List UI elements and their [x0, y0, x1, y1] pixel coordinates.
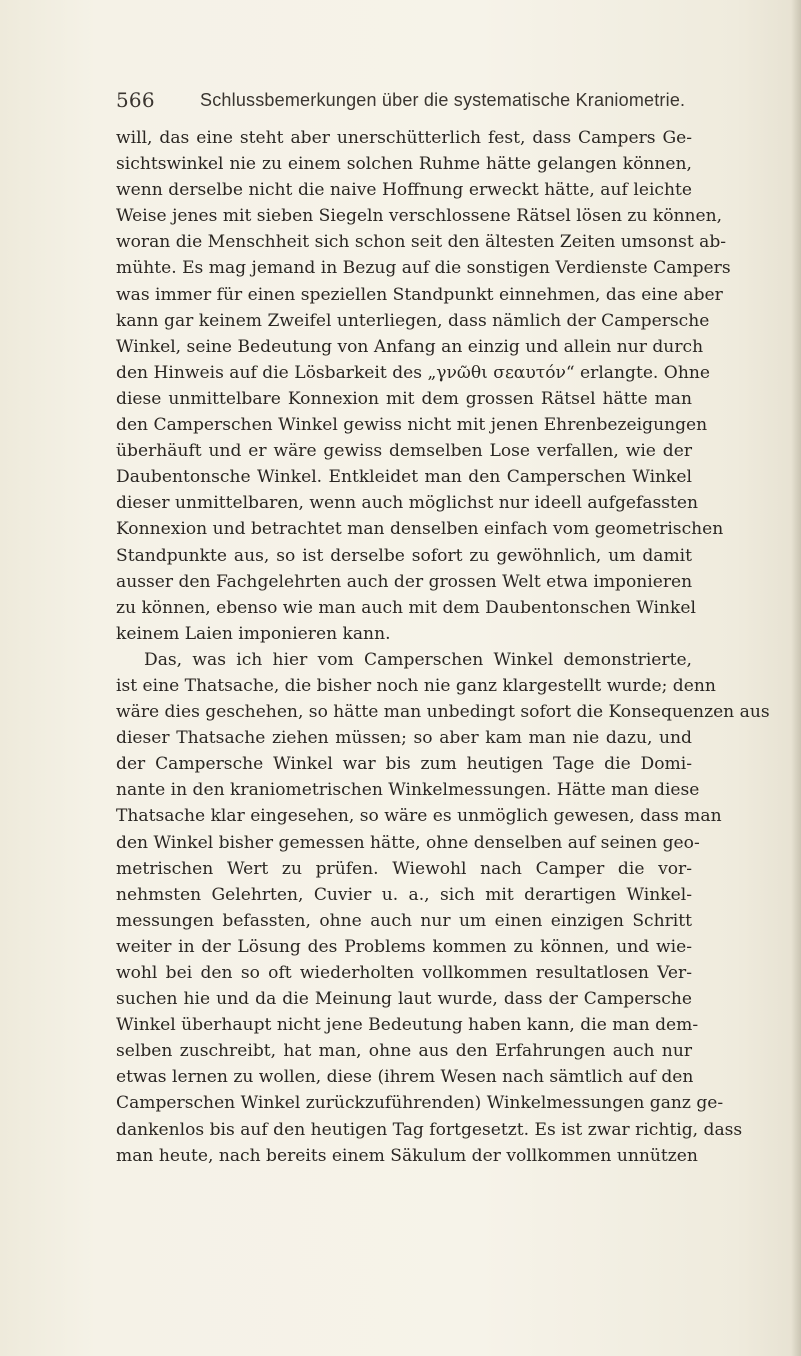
- text-line: den Hinweis auf die Lösbarkeit des „γνῶθι σεαυτόν“ erlangte. Ohne: [116, 362, 710, 383]
- text-line: Das, was ich hier vom Camperschen Winkel demonstrierte,: [144, 649, 692, 670]
- text-line: etwas lernen zu wollen, diese (ihrem Wesen nach sämtlich auf den: [116, 1067, 694, 1088]
- text-line: wenn derselbe nicht die naive Hoffnung erweckt hätte, auf leichte: [116, 180, 692, 201]
- text-line: den Winkel bisher gemessen hätte, ohne denselben auf seinen geo-: [116, 832, 700, 853]
- text-line: Daubentonsche Winkel. Entkleidet man den Camperschen Winkel: [116, 467, 692, 488]
- text-line: ist eine Thatsache, die bisher noch nie ganz klargestellt wurde; denn: [116, 675, 716, 696]
- text-line: den Camperschen Winkel gewiss nicht mit jenen Ehrenbezeigungen: [116, 415, 708, 436]
- text-line: nante in den kraniometrischen Winkelmessungen. Hätte man diese: [116, 780, 700, 801]
- page-header: [116, 88, 716, 118]
- text-line: Konnexion und betrachtet man denselben einfach vom geometrischen: [116, 519, 724, 540]
- text-line: metrischen Wert zu prüfen. Wiewohl nach Camper die vor-: [116, 858, 692, 879]
- text-line: selben zuschreibt, hat man, ohne aus den Erfahrungen auch nur: [116, 1041, 692, 1062]
- text-line: überhäuft und er wäre gewiss demselben Lose verfallen, wie der: [116, 441, 692, 462]
- body-text: [116, 125, 770, 1169]
- text-line: nehmsten Gelehrten, Cuvier u. a., sich mit derartigen Winkel-: [116, 884, 692, 905]
- running-title: Schlussbemerkungen über die systematische Kraniometrie.: [200, 90, 686, 110]
- text-line: wohl bei den so oft wiederholten vollkommen resultatlosen Ver-: [116, 963, 692, 983]
- text-line: woran die Menschheit sich schon seit den ältesten Zeiten umsonst ab-: [116, 232, 727, 253]
- text-line: suchen hie und da die Meinung laut wurde, dass der Campersche: [116, 989, 692, 1010]
- text-line: diese unmittelbare Konnexion mit dem grossen Rätsel hätte man: [116, 388, 692, 409]
- text-line: wäre dies geschehen, so hätte man unbedingt sofort die Konsequenzen aus: [116, 702, 770, 723]
- text-line: ausser den Fachgelehrten auch der grossen Welt etwa imponieren: [116, 571, 693, 592]
- text-line: Camperschen Winkel zurückzuführenden) Winkelmessungen ganz ge-: [116, 1093, 724, 1114]
- text-line: messungen befassten, ohne auch nur um einen einzigen Schritt: [116, 910, 692, 931]
- page-edge-shadow: [791, 0, 801, 1356]
- text-line: Standpunkte aus, so ist derselbe sofort zu gewöhnlich, um damit: [116, 545, 692, 566]
- text-line: sichtswinkel nie zu einem solchen Ruhme hätte gelangen können,: [116, 154, 692, 175]
- text-line: mühte. Es mag jemand in Bezug auf die sonstigen Verdienste Campers: [116, 258, 731, 279]
- text-line: Thatsache klar eingesehen, so wäre es unmöglich gewesen, dass man: [116, 806, 722, 827]
- text-line: der Campersche Winkel war bis zum heutigen Tage die Domi-: [116, 754, 692, 775]
- page-number: 566: [116, 88, 155, 112]
- text-line: will, das eine steht aber unerschütterlich fest, dass Campers Ge-: [116, 128, 692, 148]
- text-line: was immer für einen speziellen Standpunkt einnehmen, das eine aber: [116, 284, 723, 305]
- text-line: man heute, nach bereits einem Säkulum der vollkommen unnützen: [116, 1145, 698, 1166]
- text-line: Winkel, seine Bedeutung von Anfang an einzig und allein nur durch: [116, 336, 704, 357]
- text-line: kann gar keinem Zweifel unterliegen, dass nämlich der Campersche: [116, 310, 710, 331]
- text-line: dieser unmittelbaren, wenn auch möglichst nur ideell aufgefassten: [116, 493, 699, 514]
- text-line: zu können, ebenso wie man auch mit dem Daubentonschen Winkel: [116, 597, 696, 618]
- text-line: Weise jenes mit sieben Siegeln verschlossene Rätsel lösen zu können,: [116, 206, 723, 227]
- text-line: Winkel überhaupt nicht jene Bedeutung haben kann, die man dem-: [116, 1015, 699, 1036]
- text-line: dieser Thatsache ziehen müssen; so aber kam man nie dazu, und: [116, 728, 692, 749]
- text-line: keinem Laien imponieren kann.: [116, 623, 391, 644]
- text-line: dankenlos bis auf den heutigen Tag fortgesetzt. Es ist zwar richtig, dass: [116, 1119, 743, 1140]
- text-line: weiter in der Lösung des Problems kommen zu können, und wie-: [116, 936, 692, 957]
